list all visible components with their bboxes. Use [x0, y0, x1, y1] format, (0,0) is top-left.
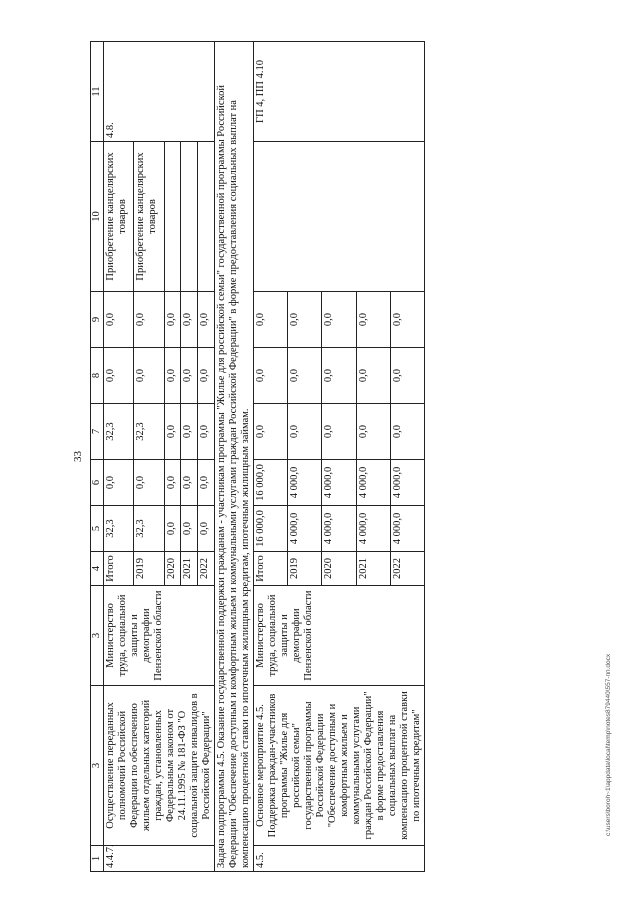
year-cell: 2020	[322, 552, 356, 586]
value-cell: 0,0	[356, 404, 390, 460]
result-cell	[181, 142, 198, 292]
year-cell: Итого	[104, 552, 134, 586]
value-cell: 0,0	[390, 292, 424, 348]
executor: Министерство труда, социальной защиты и демографии Пензенской области	[254, 586, 425, 686]
header-cell: 10	[91, 142, 104, 292]
result-cell	[164, 142, 181, 292]
value-cell: 4 000,0	[322, 460, 356, 506]
value-cell: 4 000,0	[288, 506, 322, 552]
task-text: Задача подпрограммы 4.5. Оказание государственной поддержки гражданам - участникам программы "Жилье для российской семьи" государственной программы Российской Федерации "Обеспечение доступным и комфортным жильем и коммунальными услугами граждан Российской Федерации" в форме предоставления социальных выплат на компенсацию процентной ставки по ипотечным жилищным кредитам, ипотечным жилищным займам.	[215, 42, 254, 872]
value-cell: 4 000,0	[356, 460, 390, 506]
indicator-cell: 4.8.	[104, 42, 215, 142]
value-cell: 32,3	[134, 404, 164, 460]
value-cell: 0,0	[181, 404, 198, 460]
header-cell: 5	[91, 506, 104, 552]
value-cell: 32,3	[104, 506, 134, 552]
row-number: 4.4.7.	[104, 846, 215, 872]
value-cell: 4 000,0	[356, 506, 390, 552]
header-cell: 3	[91, 686, 104, 846]
value-cell: 32,3	[104, 404, 134, 460]
value-cell: 0,0	[104, 292, 134, 348]
measure-title: Основное мероприятие 4.5. Поддержка граждан-участников программы "Жилье для российской семьи" государственной программы Российской Федерации "Обеспечение доступным и комфортным жильем и коммунальными услугами граждан Российской Федерации" в форме предоставления социальных выплат на компенсацию процентной ставки по ипотечным кредитам"	[254, 686, 425, 846]
header-cell: 8	[91, 348, 104, 404]
value-cell: 4 000,0	[322, 506, 356, 552]
value-cell: 0,0	[254, 404, 288, 460]
measure-title: Осуществление переданных полномочий Российской Федерации по обеспечению жильем отдельных категорий граждан, установленных Федеральным законом от 24.11.1995 № 181-ФЗ "О социальной защите инвалидов в Российской Федерации"	[104, 686, 215, 846]
value-cell: 0,0	[181, 348, 198, 404]
value-cell: 0,0	[390, 348, 424, 404]
year-cell: 2021	[356, 552, 390, 586]
value-cell: 0,0	[104, 460, 134, 506]
value-cell: 16 000,0	[254, 460, 288, 506]
value-cell: 0,0	[134, 292, 164, 348]
year-cell: 2020	[164, 552, 181, 586]
year-cell: 2019	[134, 552, 164, 586]
value-cell: 0,0	[134, 348, 164, 404]
result-cell: Приобретение канцелярских товаров	[104, 142, 134, 292]
value-cell: 0,0	[164, 292, 181, 348]
value-cell: 0,0	[198, 348, 215, 404]
file-path-footer: c:\users\boroh~1\appdata\local\temp\notes879440\557-пп.docx	[605, 653, 612, 836]
page-number: 33	[72, 451, 84, 462]
value-cell: 16 000,0	[254, 506, 288, 552]
value-cell: 0,0	[322, 348, 356, 404]
header-cell: 11	[91, 42, 104, 142]
value-cell: 0,0	[181, 460, 198, 506]
result-cell	[198, 142, 215, 292]
value-cell: 0,0	[288, 292, 322, 348]
table-row	[254, 42, 288, 872]
value-cell: 0,0	[356, 348, 390, 404]
task-row	[215, 42, 254, 872]
value-cell: 0,0	[164, 348, 181, 404]
indicator-cell: ГП 4, ПП 4.10	[254, 42, 425, 142]
executor: Министерство труда, социальной защиты и демографии Пензенской области	[104, 586, 215, 686]
value-cell: 0,0	[322, 292, 356, 348]
year-cell: 2022	[390, 552, 424, 586]
result-cell: Приобретение канцелярских товаров	[134, 142, 164, 292]
header-cell: 1	[91, 846, 104, 872]
year-cell: 2021	[181, 552, 198, 586]
value-cell: 0,0	[164, 460, 181, 506]
value-cell: 0,0	[198, 460, 215, 506]
value-cell: 0,0	[356, 292, 390, 348]
value-cell: 0,0	[322, 404, 356, 460]
header-cell: 3	[91, 586, 104, 686]
value-cell: 0,0	[164, 506, 181, 552]
rotated-table-wrap	[90, 42, 422, 872]
value-cell: 0,0	[134, 460, 164, 506]
value-cell: 0,0	[198, 404, 215, 460]
value-cell: 0,0	[181, 292, 198, 348]
value-cell: 0,0	[104, 348, 134, 404]
year-cell: 2022	[198, 552, 215, 586]
row-number: 4.5.	[254, 846, 425, 872]
year-cell: 2019	[288, 552, 322, 586]
result-cell	[254, 142, 425, 292]
header-row	[91, 42, 104, 872]
header-cell: 6	[91, 460, 104, 506]
value-cell: 0,0	[164, 404, 181, 460]
header-cell: 7	[91, 404, 104, 460]
value-cell: 0,0	[288, 348, 322, 404]
value-cell: 4 000,0	[390, 460, 424, 506]
value-cell: 32,3	[134, 506, 164, 552]
value-cell: 0,0	[198, 292, 215, 348]
value-cell: 0,0	[181, 506, 198, 552]
value-cell: 4 000,0	[288, 460, 322, 506]
value-cell: 0,0	[254, 292, 288, 348]
year-cell: Итого	[254, 552, 288, 586]
value-cell: 0,0	[288, 404, 322, 460]
value-cell: 0,0	[254, 348, 288, 404]
program-table	[90, 41, 425, 872]
header-cell: 9	[91, 292, 104, 348]
header-cell: 4	[91, 552, 104, 586]
table-row	[104, 42, 134, 872]
value-cell: 0,0	[390, 404, 424, 460]
value-cell: 4 000,0	[390, 506, 424, 552]
value-cell: 0,0	[198, 506, 215, 552]
